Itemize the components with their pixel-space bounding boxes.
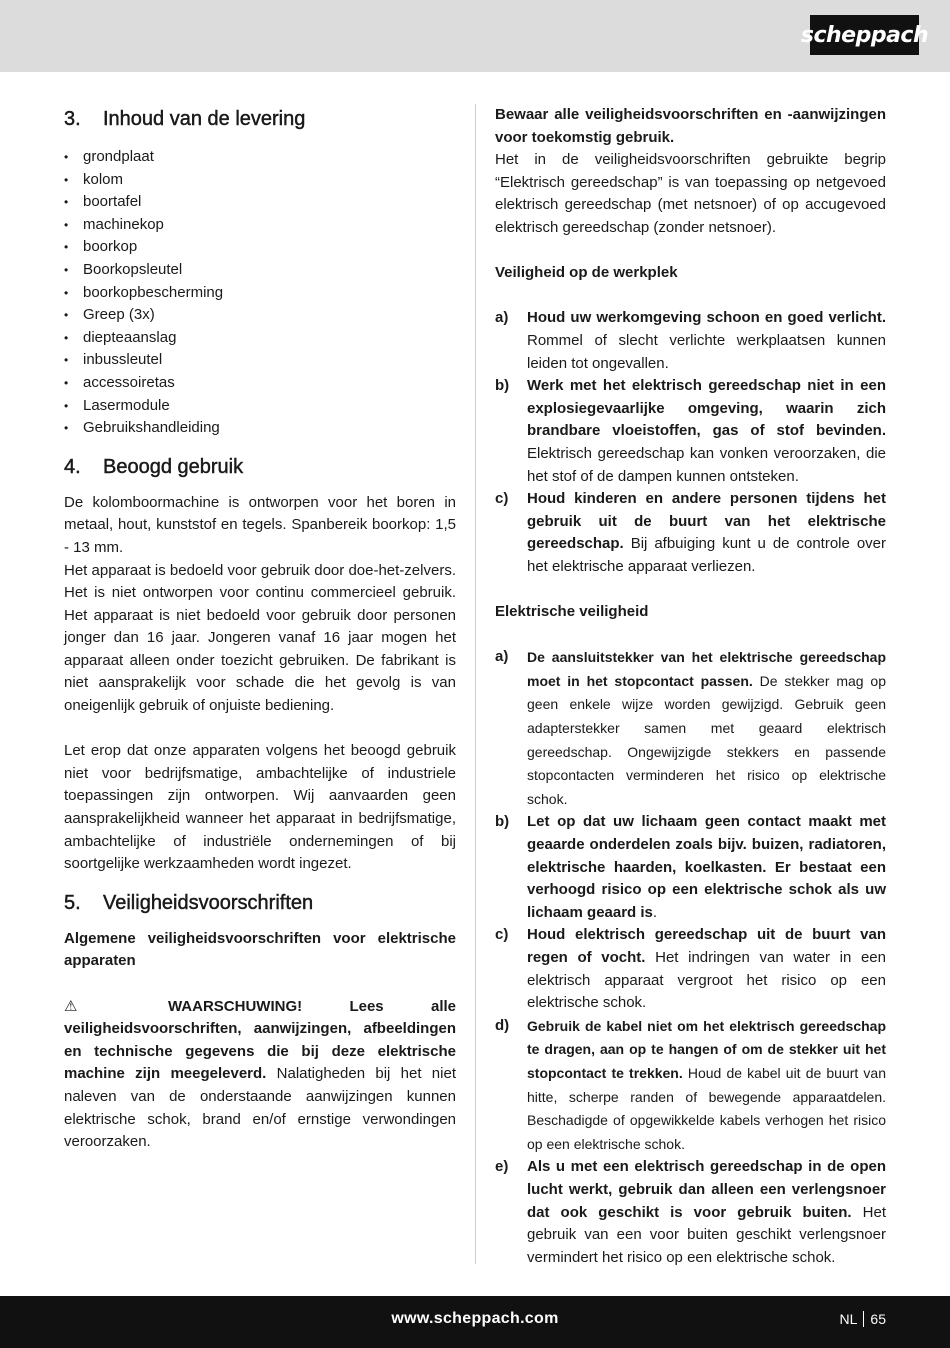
- list-item: • accessoiretas: [64, 372, 456, 395]
- item-bold-text: Let op dat uw lichaam geen contact maakt met geaarde onderdelen zoals bijv. buizen, radiatoren, elektrische haarden, koelkasten. Er bestaat een verhoogd risico op een elektrische schok als uw lichaam geaard is: [527, 813, 886, 921]
- warning-text: Nalatigheden bij het niet naleven van de onderstaande aanwijzingen kunnen elektrische schok, brand en/of ernstige verwondingen veroorzaken.: [64, 1065, 456, 1151]
- safety-item: [495, 924, 886, 1014]
- general-safety-subheading: Algemene veiligheidsvoorschriften voor elektrische apparaten: [64, 929, 456, 970]
- item-bold-text: Houd kinderen en andere personen tijdens het gebruik uit de buurt van het elektrische gereedschap.: [527, 490, 886, 553]
- safety-item: [495, 307, 886, 375]
- list-item: • boorkop: [64, 236, 456, 259]
- section-title: Beoogd gebruik: [103, 455, 244, 478]
- list-item: • inbussleutel: [64, 349, 456, 372]
- delivery-list: [64, 146, 456, 440]
- intended-use-paragraph: De kolomboormachine is ontworpen voor het boren in metaal, hout, kunststof en tegels. Spanbereik boorkop: 1,5 - 13 mm.: [64, 493, 456, 556]
- item-bold-text: Als u met een elektrisch gereedschap in de open lucht werkt, gebruik dan alleen een verlengsnoer dat ook geschikt is voor gebruik buiten.: [527, 1158, 886, 1221]
- item-label: a): [495, 309, 509, 327]
- item-text: De stekker mag op geen enkele wijze worden gewijzigd. Gebruik geen adapterstekker samen met geaard elektrisch gereedschap. Ongewijzigde stekkers en passende stopcontacten verminderen het risico op elektrische schok.: [527, 672, 886, 807]
- safety-item: [495, 375, 886, 488]
- item-text: Het indringen van water in een elektrisch apparaat vergroot het risico op een elektrische schok.: [527, 948, 886, 1012]
- list-item: • kolom: [64, 169, 456, 192]
- item-bold-text: Werk met het elektrisch gereedschap niet in een explosiegevaarlijke omgeving, waarin zich brandbare vloeistoffen, gas of stof bevinden.: [527, 377, 886, 440]
- list-item: • diepteaanslag: [64, 327, 456, 350]
- item-text: Rommel of slecht verlichte werkplaatsen kunnen leiden tot ongevallen.: [527, 331, 886, 372]
- safety-item: [495, 1015, 886, 1157]
- safety-item: [495, 488, 886, 578]
- separator: [863, 1311, 864, 1327]
- item-bold-text: Gebruik de kabel niet om het elektrisch gereedschap te dragen, aan op te hangen of om de stekker uit het stopcontact te trekken.: [527, 1017, 886, 1081]
- page-value: 65: [870, 1311, 886, 1327]
- section-4-heading: [64, 452, 456, 482]
- warning-bold-text: WAARSCHUWING! Lees alle veiligheidsvoorschriften, aanwijzingen, afbeeldingen en technische gegevens die bij deze elektrische machine zijn meegeleverd.: [64, 997, 456, 1083]
- item-label: c): [495, 926, 509, 944]
- list-item: • Greep (3x): [64, 304, 456, 327]
- section-number: 5.: [64, 891, 81, 914]
- item-text: Het gebruik van een voor buiten geschikt verlengsnoer vermindert het risico op een elektrische schok.: [527, 1203, 886, 1266]
- workplace-safety-list: [495, 307, 886, 578]
- list-item: • Lasermodule: [64, 395, 456, 418]
- right-column: [495, 104, 886, 1269]
- electrical-safety-list: [495, 646, 886, 1269]
- section-title: Inhoud van de levering: [103, 108, 306, 130]
- list-item: • boortafel: [64, 191, 456, 214]
- list-item: • Boorkopsleutel: [64, 259, 456, 282]
- item-label: e): [495, 1158, 509, 1176]
- section-number: 3.: [64, 108, 81, 130]
- brand-logo: scheppach: [810, 15, 919, 55]
- section-title: Veiligheidsvoorschriften: [103, 891, 314, 914]
- list-item: • Gebruikshandleiding: [64, 417, 456, 440]
- website-link[interactable]: www.scheppach.com: [391, 1310, 559, 1327]
- safety-item: [495, 811, 886, 924]
- safety-item: [495, 646, 886, 811]
- footer-band: [0, 1296, 950, 1348]
- item-bold-text: Houd elektrisch gereedschap uit de buurt van regen of vocht.: [527, 926, 886, 966]
- item-label: b): [495, 813, 510, 831]
- section-3-heading: [64, 104, 456, 134]
- keep-instructions-paragraph: [495, 104, 886, 149]
- section-number: 4.: [64, 455, 81, 478]
- item-label: b): [495, 377, 510, 395]
- item-text: .: [652, 903, 658, 921]
- item-text: Houd de kabel uit de buurt van hitte, scherpe randen of bewegende apparaatdelen. Beschadigde of opgewikkelde kabels verhogen het risico op een elektrische schok.: [527, 1064, 887, 1152]
- warning-icon: ⚠: [64, 997, 121, 1015]
- safety-item: [495, 1156, 886, 1269]
- language-code: NL: [839, 1311, 858, 1327]
- item-bold-text: De aansluitstekker van het elektrische gereedschap moet in het stopcontact passen.: [527, 649, 886, 689]
- item-text: Bij afbuiging kunt u de controle over het elektrische apparaat verliezen.: [527, 535, 886, 575]
- list-item: • boorkopbescherming: [64, 282, 456, 305]
- item-label: a): [495, 648, 509, 666]
- definition-paragraph: Het in de veiligheidsvoorschriften gebruikte begrip “Elektrisch gereedschap” is van toepassing op netgevoed elektrisch gereedschap (met netsnoer) of op accugevoed elektrisch gereedschap (zonder netsnoer).: [495, 151, 886, 236]
- intended-use-paragraph: Let erop dat onze apparaten volgens het beoogd gebruik niet voor bedrijfsmatige, ambachtelijke of industriele toepassingen zijn ontworpen. Wij aanvaarden geen aansprakelijkheid wanneer het apparaat in bedrijfsmatige, ambachtelijke of industriële ondernemingen of bij soortgelijke werkzaamheden wordt ingezet.: [64, 742, 456, 873]
- intended-use-paragraph: Het apparaat is bedoeld voor gebruik door doe-het-zelvers. Het is niet ontworpen voor continu commercieel gebruik. Het apparaat is niet bedoeld voor gebruik door personen jonger dan 16 jaar. Jongeren vanaf 16 jaar mogen het apparaat alleen onder toezicht gebruiken. De fabrikant is niet aansprakelijk voor schade die het gevolg is van oneigenlijk gebruik of onjuiste bediening.: [64, 561, 456, 715]
- electrical-safety-heading: Elektrische veiligheid: [495, 603, 649, 621]
- item-bold-text: Houd uw werkomgeving schoon en goed verlicht.: [527, 309, 886, 327]
- warning-paragraph: [64, 996, 456, 1154]
- left-column: [64, 104, 456, 1154]
- section-5-heading: [64, 888, 456, 918]
- page-number: [840, 1311, 886, 1327]
- keep-bold-text: Bewaar alle veiligheidsvoorschriften en -aanwijzingen voor toekomstig gebruik.: [495, 106, 886, 146]
- item-text: Elektrisch gereedschap kan vonken veroorzaken, die het stof of de dampen kunnen ontsteken.: [527, 444, 886, 485]
- list-item: • machinekop: [64, 214, 456, 237]
- item-label: c): [495, 490, 509, 508]
- list-item: • grondplaat: [64, 146, 456, 169]
- item-label: d): [495, 1016, 510, 1034]
- workplace-safety-heading: Veiligheid op de werkplek: [495, 264, 678, 282]
- column-divider: [475, 104, 476, 1264]
